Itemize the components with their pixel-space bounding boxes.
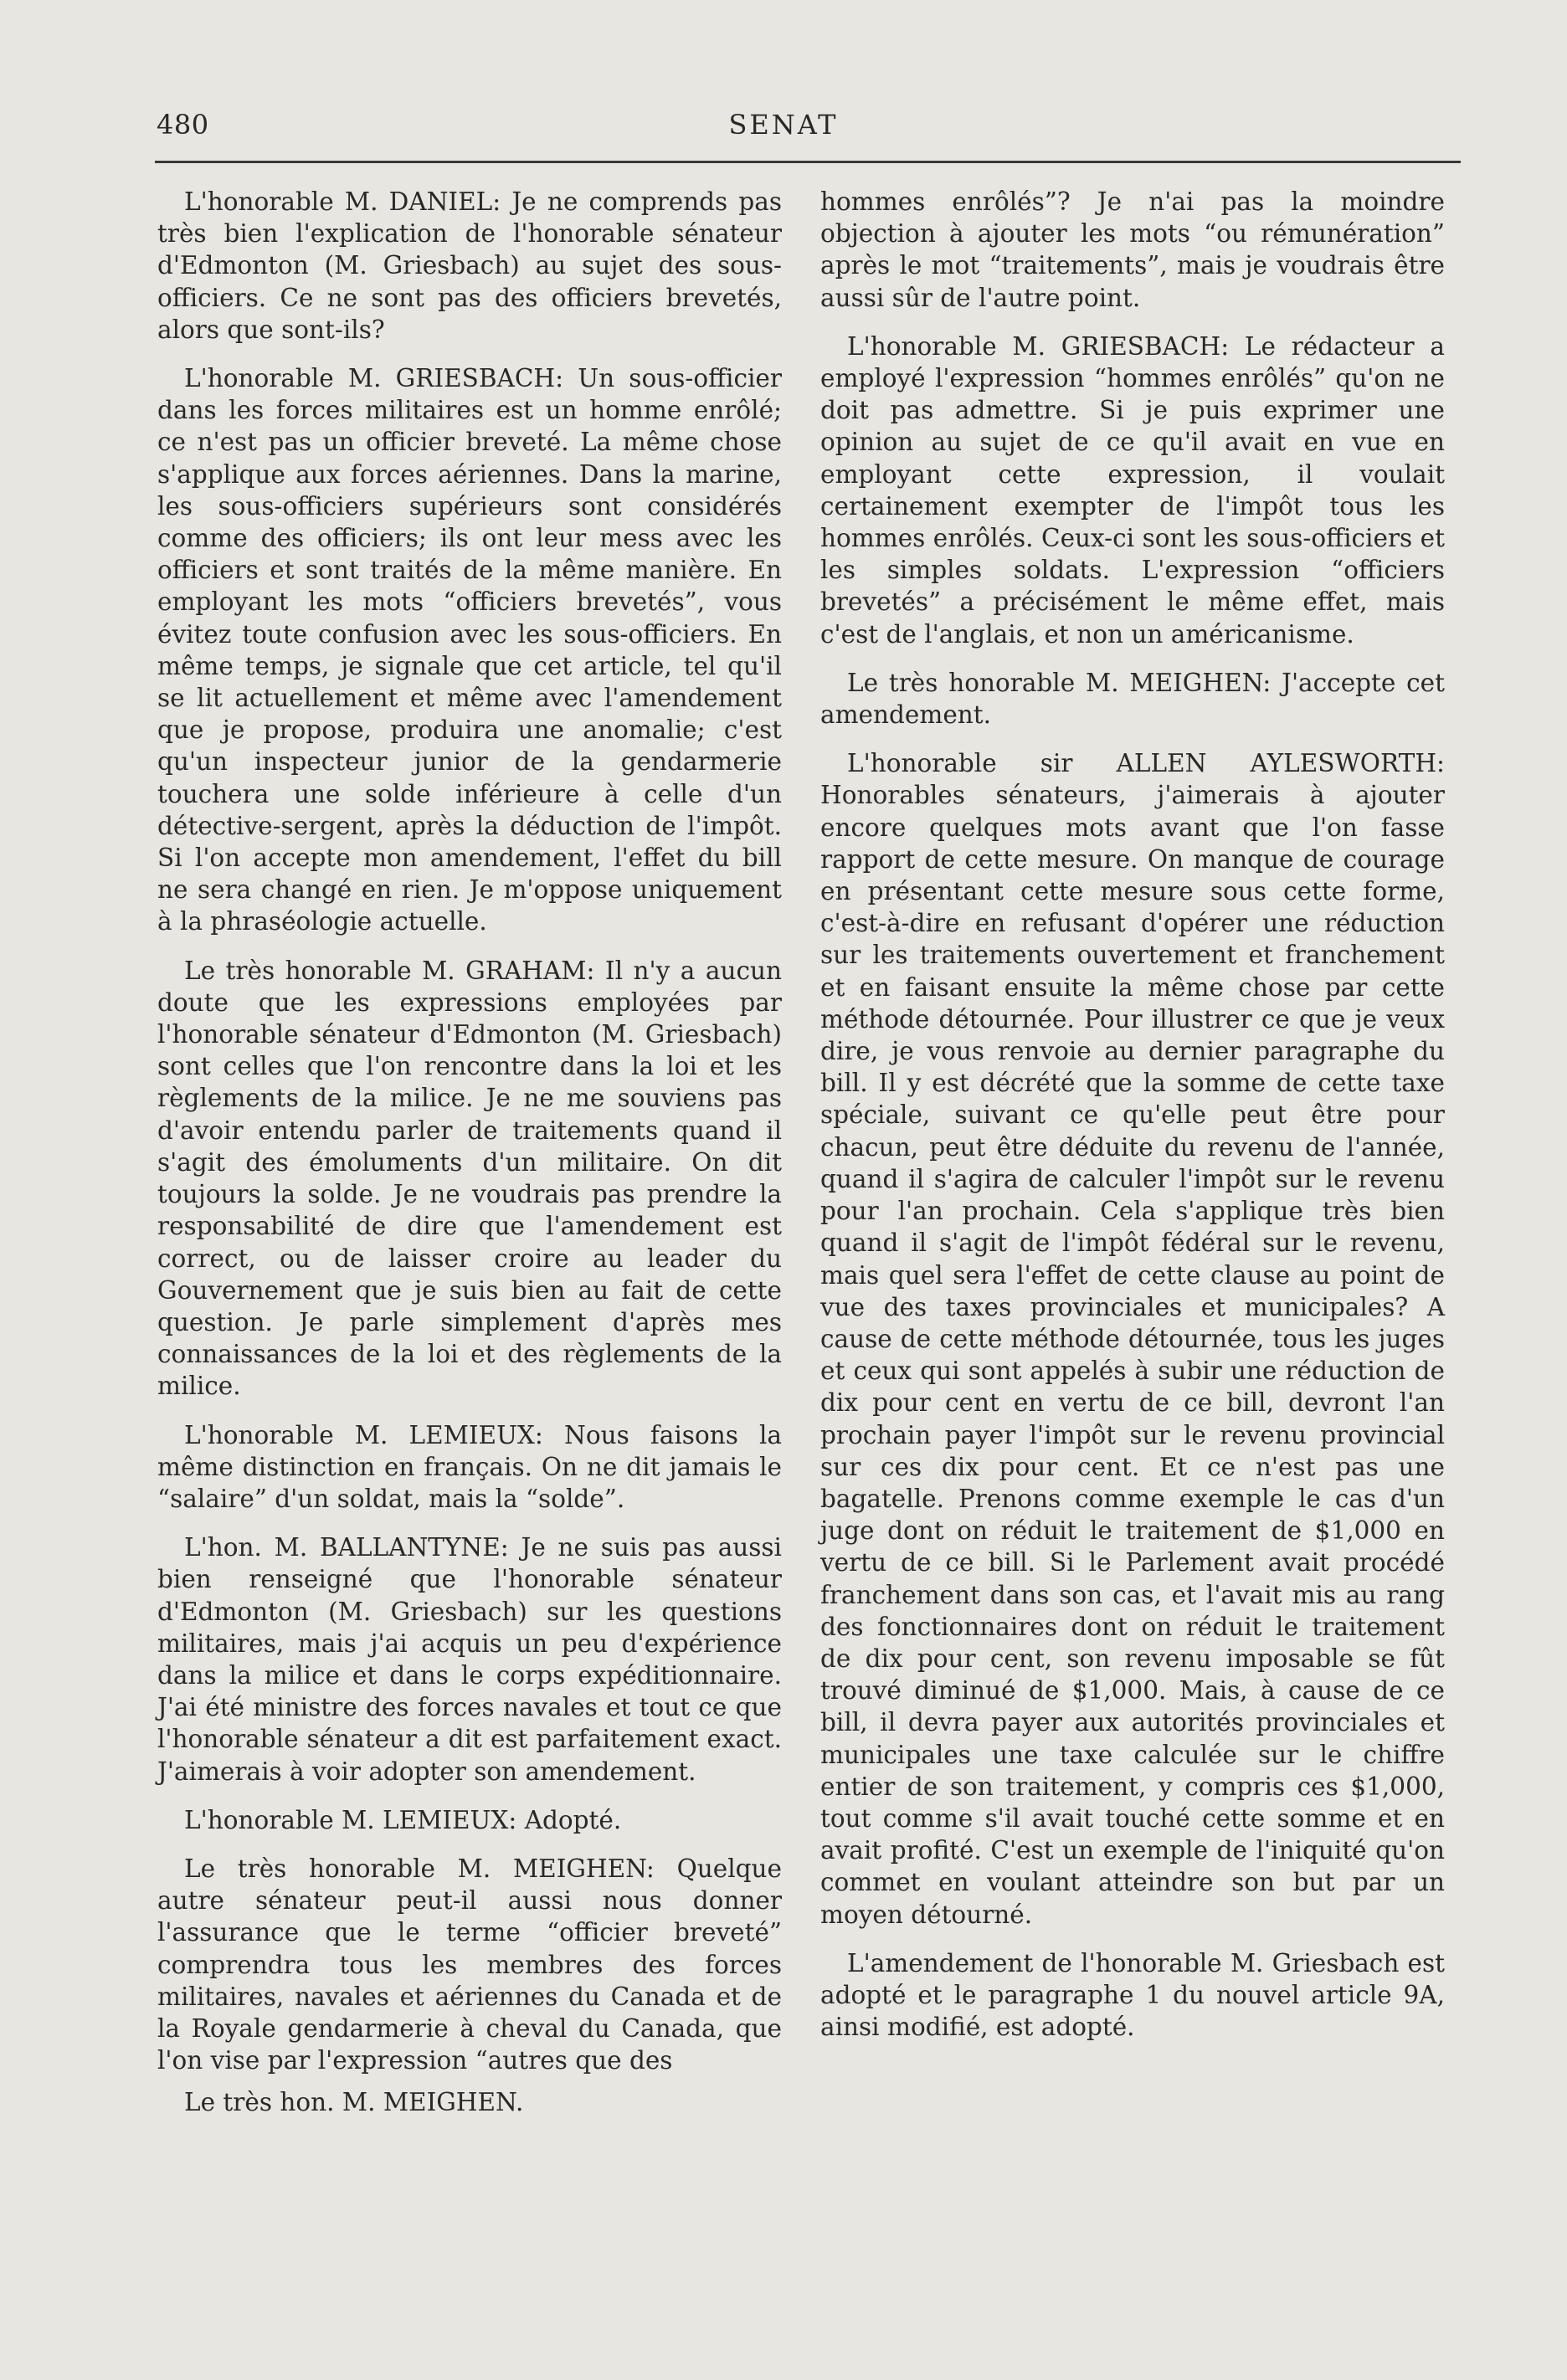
header-rule [155,161,1461,163]
paragraph: Le très honorable M. GRAHAM: Il n'y a aucun doute que les expressions employées par l'honorable sénateur d'Edmonton (M. Griesbach) sont celles que l'on rencontre dans la loi et les règlements de la milice. Je ne me souviens pas d'avoir entendu parler de traitements quand il s'agit des émoluments d'un militaire. On dit toujours la solde. Je ne voudrais pas prendre la responsabilité de dire que l'amendement est correct, ou de laisser croire au leader du Gouvernement que je suis bien au fait de cette question. Je parle simplement d'après mes connaissances de la loi et des règlements de la milice. [157,956,782,1401]
paragraph: L'amendement de l'honorable M. Griesbach est adopté et le paragraphe 1 du nouvel article 9A, ainsi modifié, est adopté. [820,1948,1445,2042]
paragraph-continuation: hommes enrôlés”? Je n'ai pas la moindre objection à ajouter les mots “ou rémunération” après le mot “traitements”, mais je voudrais être aussi sûr de l'autre point. [820,187,1445,312]
left-column [157,186,782,2119]
paragraph: Le très honorable M. MEIGHEN: J'accepte cet amendement. [820,668,1445,730]
paragraph: L'honorable M. GRIESBACH: Le rédacteur a employé l'expression “hommes enrôlés” qu'on ne doit pas admettre. Si je puis exprimer une opinion au sujet de ce qu'il avait en vue en employant cette expression, il voulait certainement exempter de l'impôt tous les hommes enrôlés. Ceux-ci sont les sous-officiers et les simples soldats. L'expression “officiers brevetés” a précisément le même effet, mais c'est de l'anglais, et non un américanisme. [820,331,1445,649]
paragraph: Le très hon. M. MEIGHEN. [184,2088,524,2117]
right-column [820,186,1445,2043]
paragraph: L'honorable M. LEMIEUX: Nous faisons la même distinction en français. On ne dit jamais le “salaire” d'un soldat, mais la “solde”. [157,1420,782,1513]
paragraph: Le très honorable M. MEIGHEN: Quelque autre sénateur peut-il aussi nous donner l'assurance que le terme “officier breveté” comprendra tous les membres des forces militaires, navales et aériennes du Canada et de la Royale gendarmerie à cheval du Canada, que l'on vise par l'expression “autres que des [157,1854,782,2075]
paragraph: L'honorable M. LEMIEUX: Adopté. [184,1805,622,1834]
paragraph: L'honorable M. DANIEL: Je ne comprends pas très bien l'explication de l'honorable sénateur d'Edmonton (M. Griesbach) au sujet des sous-officiers. Ce ne sont pas des officiers brevetés, alors que sont-ils? [157,187,782,344]
page-number: 480 [157,109,209,141]
paragraph: L'hon. M. BALLANTYNE: Je ne suis pas aussi bien renseigné que l'honorable sénateur d'Edmonton (M. Griesbach) sur les questions militaires, mais j'ai acquis un peu d'expérience dans la milice et dans le corps expéditionnaire. J'ai été ministre des forces navales et tout ce que l'honorable sénateur a dit est parfaitement exact. J'aimerais à voir adopter son amendement. [157,1533,782,1786]
paragraph: L'honorable M. GRIESBACH: Un sous-officier dans les forces militaires est un homme enrôlé; ce n'est pas un officier breveté. La même chose s'applique aux forces aériennes. Dans la marine, les sous-officiers supérieurs sont considérés comme des officiers; ils ont leur mess avec les officiers et sont traités de la même manière. En employant les mots “officiers brevetés”, vous évitez toute confusion avec les sous-officiers. En même temps, je signale que cet article, tel qu'il se lit actuellement et même avec l'amendement que je propose, produira une anomalie; c'est qu'un inspecteur junior de la gendarmerie touchera une solde inférieure à celle d'un détective-sergent, après la déduction de l'impôt. Si l'on accepte mon amendement, l'effet du bill ne sera changé en rien. Je m'oppose uniquement à la phraséologie actuelle. [157,364,782,936]
running-header: SENAT [728,109,839,141]
paragraph: L'honorable sir ALLEN AYLESWORTH: Honorables sénateurs, j'aimerais à ajouter encore quelques mots avant que l'on fasse rapport de cette mesure. On manque de courage en présentant cette mesure sous cette forme, c'est-à-dire en refusant d'opérer une réduction sur les traitements ouvertement et franchement et en faisant ensuite la même chose par cette méthode détournée. Pour illustrer ce que je veux dire, je vous renvoie au dernier paragraphe du bill. Il y est décrété que la somme de cette taxe spéciale, suivant ce qu'elle peut être pour chacun, peut être déduite du revenu de l'année, quand il s'agira de calculer l'impôt sur le revenu pour l'an prochain. Cela s'applique très bien quand il s'agit de l'impôt fédéral sur le revenu, mais quel sera l'effet de cette clause au point de vue des taxes provinciales et municipales? A cause de cette méthode détournée, tous les juges et ceux qui sont appelés à subir une réduction de dix pour cent en vertu de ce bill, devront l'an prochain payer l'impôt sur le revenu provincial sur ces dix pour cent. Et ce n'est pas une bagatelle. Prenons comme exemple le cas d'un juge dont on réduit le traitement de $1,000 en vertu de ce bill. Si le Parlement avait procédé franchement dans son cas, et l'avait mis au rang des fonctionnaires dont on réduit le traitement de dix pour cent, son revenu imposable se fût trouvé diminué de $1,000. Mais, à cause de ce bill, il devra payer aux autorités provinciales et municipales une taxe calculée sur le chiffre entier de son traitement, y compris ces $1,000, tout comme s'il avait touché cette somme et en avait profité. C'est un exemple de l'iniquité qu'on commet en voulant atteindre son but par un moyen détourné. [820,749,1445,1929]
